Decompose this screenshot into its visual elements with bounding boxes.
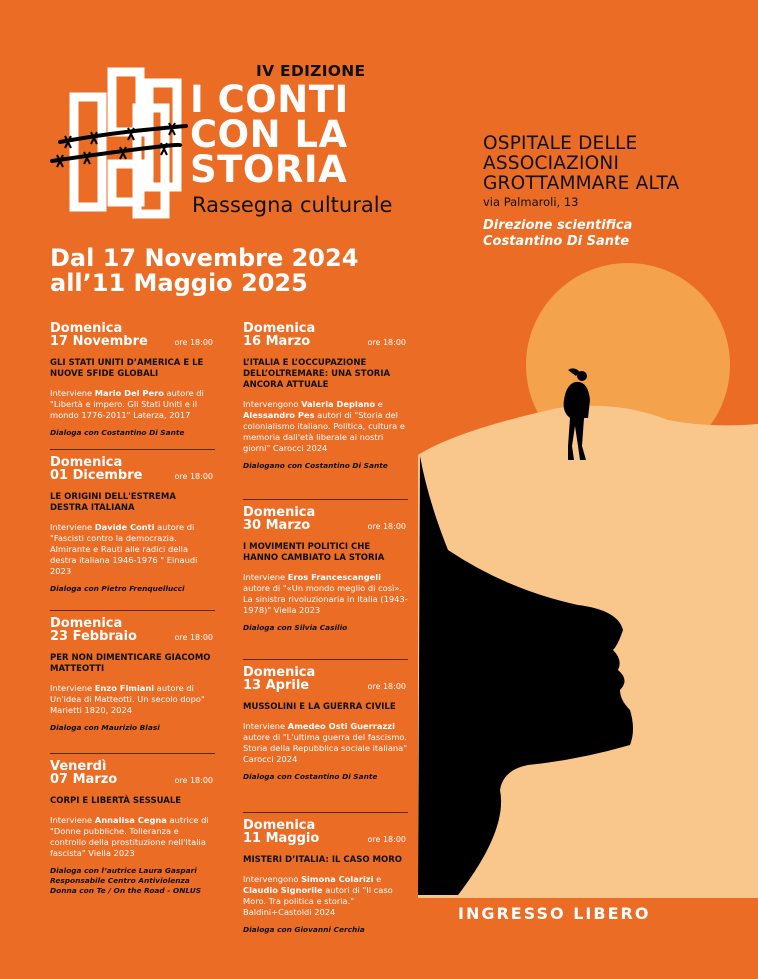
desc-text: autore di "L'ultima guerra del fascismo. Storia della Repubblica sociale italiana" Carocci 2024 [243, 732, 408, 764]
event-moderator: Dialoga con Pietro Frenquellucci [50, 584, 185, 593]
event-date: 23 Febbraio [50, 629, 137, 644]
event-day: Domenica [50, 321, 123, 336]
event-title: LE ORIGINI DELL'ESTREMA DESTRA ITALIANA [50, 492, 176, 513]
event-time: ore 18:00 [367, 522, 406, 531]
event-date: 30 Marzo [243, 518, 311, 533]
desc-text: autrice di "Donne pubbliche. Tolleranza e controllo della prostituzione nell'Italia fascista" Viella 2023 [50, 815, 209, 858]
event-item [243, 659, 408, 812]
speaker-name: Valeria Deplano [301, 399, 376, 409]
event-description [50, 522, 215, 577]
event-moderator: Dialoga con Costantino Di Sante [243, 772, 378, 781]
event-item [243, 499, 408, 659]
event-date: 17 Novembre [50, 334, 148, 349]
event-date: 13 Aprile [243, 678, 310, 693]
event-item [50, 753, 215, 904]
event-day: Venerdì [50, 759, 107, 774]
event-moderator: Dialoga con Silvia Casilio [243, 623, 348, 632]
event-title: MISTERI D’ITALIA: IL CASO MORO [243, 855, 402, 865]
event-time: ore 18:00 [367, 835, 406, 844]
event-item [50, 322, 215, 449]
poster-illustration [418, 250, 758, 900]
subtitle: Rassegna culturale [192, 193, 393, 217]
desc-text: e [375, 399, 383, 409]
title-line: CON LA [190, 113, 348, 156]
desc-text: autore di "Fascisti contro la democrazia. Almirante e Rauti alle radici della destra italiana 1946-1976 " Einaudi 2023 [50, 522, 198, 576]
events-column-left [50, 322, 215, 904]
event-moderator: Dialoga con Costantino Di Sante [50, 428, 185, 437]
speaker-name: Enzo Fimiani [94, 683, 155, 693]
edition-label: IV EDIZIONE [256, 62, 366, 80]
desc-text: Interviene [50, 683, 95, 693]
event-day: Domenica [243, 818, 316, 833]
desc-text: autori di "Il caso Moro. Tra politica e storia." Baldini+Castoldi 2024 [243, 885, 393, 917]
speaker-name: Simona Colarizi [301, 874, 374, 884]
event-date: 01 Dicembre [50, 468, 143, 483]
speaker-name: Davide Conti [94, 522, 155, 532]
event-time: ore 18:00 [367, 338, 406, 347]
event-time: ore 18:00 [174, 776, 213, 785]
event-description [50, 388, 215, 421]
desc-text: autore di "«Un mondo meglio di così». La sinistra rivoluzionaria in Italia (1943-1978)" Viella 2023 [243, 583, 408, 615]
speaker-name: Annalisa Cegna [94, 815, 167, 825]
speaker-name: Claudio Signorile [243, 885, 323, 895]
speaker-name: Eros Francescangeli [287, 572, 381, 582]
event-title: I MOVIMENTI POLITICI CHE HANNO CAMBIATO LA STORIA [243, 542, 385, 563]
event-date: 11 Maggio [243, 831, 320, 846]
events-column-right [243, 322, 408, 943]
desc-text: Intervengono [243, 874, 302, 884]
venue-line: GROTTAMMARE ALTA [483, 173, 680, 194]
venue-line: OSPITALE DELLE [483, 133, 638, 154]
venue-address: via Palmaroli, 13 [483, 195, 579, 209]
desc-text: autori di "Storia del colonialismo italiano. Politica, cultura e memoria dall'età liberale ai nostri giorni" Carocci 2024 [243, 410, 405, 453]
title-line: STORIA [190, 148, 348, 191]
event-description [243, 874, 408, 918]
event-description [243, 399, 408, 454]
desc-text: Interviene [50, 388, 95, 398]
event-item [243, 812, 408, 943]
event-title [190, 78, 349, 191]
event-date: 16 Marzo [243, 334, 311, 349]
desc-text: Interviene [243, 572, 288, 582]
event-title: CORPI E LIBERTÀ SESSUALE [50, 796, 182, 806]
event-day: Domenica [50, 616, 123, 631]
desc-text: Interviene [50, 815, 95, 825]
barbed-wire-logo-icon [44, 64, 194, 224]
direction-name: Costantino Di Sante [483, 234, 630, 249]
desc-text: e [373, 874, 382, 884]
event-day: Domenica [243, 505, 316, 520]
event-item [50, 449, 215, 610]
event-moderator: Dialogano con Costantino Di Sante [243, 461, 388, 470]
event-item [243, 322, 408, 499]
venue-line: ASSOCIAZIONI [483, 153, 620, 174]
event-description [50, 683, 215, 716]
event-day: Domenica [243, 321, 316, 336]
event-title: L’ITALIA E L’OCCUPAZIONE DELL’OLTREMARE: UNA STORIA ANCORA ATTUALE [243, 358, 391, 390]
direction-label: Direzione scientifica [483, 218, 633, 233]
event-time: ore 18:00 [367, 682, 406, 691]
event-description [243, 721, 408, 765]
title-line: I CONTI [190, 78, 349, 121]
event-title: MUSSOLINI E LA GUERRA CIVILE [243, 702, 396, 712]
speaker-name: Alessandro Pes [243, 410, 315, 420]
speaker-name: Amedeo Osti Guerrazzi [287, 721, 395, 731]
scientific-direction [483, 218, 632, 250]
venue-block [483, 134, 679, 209]
event-date: 07 Marzo [50, 772, 118, 787]
event-moderator: Dialoga con Maurizio Blasi [50, 723, 160, 732]
desc-text: autore di "Libertà e impero. Gli Stati Uniti e il mondo 1776-2011" Laterza, 2017 [50, 388, 204, 420]
event-time: ore 18:00 [174, 338, 213, 347]
event-title: GLI STATI UNITI D’AMERICA E LE NUOVE SFIDE GLOBALI [50, 358, 204, 379]
free-entry-label: INGRESSO LIBERO [458, 904, 651, 923]
event-time: ore 18:00 [174, 633, 213, 642]
event-moderator: Dialoga con Giovanni Cerchia [243, 925, 365, 934]
event-moderator: Dialoga con l’autrice Laura Gaspari Responsabile Centro Antiviolenza Donna con Te / On the Road - ONLUS [50, 866, 202, 895]
date-range-end: all’11 Maggio 2025 [50, 269, 308, 297]
desc-text: Intervengono [243, 399, 302, 409]
desc-text: Interviene [50, 522, 95, 532]
desc-text: Interviene [243, 721, 288, 731]
event-day: Domenica [50, 455, 123, 470]
event-description [243, 572, 408, 616]
event-title: PER NON DIMENTICARE GIACOMO MATTEOTTI [50, 653, 211, 674]
date-range [50, 246, 358, 296]
desc-text: autore di Un'idea di Matteotti. Un secolo dopo" Marietti 1820, 2024 [50, 683, 205, 715]
speaker-name: Mario Del Pero [94, 388, 164, 398]
event-description [50, 815, 215, 859]
date-range-start: Dal 17 Novembre 2024 [50, 244, 359, 272]
event-day: Domenica [243, 665, 316, 680]
event-item [50, 610, 215, 753]
event-time: ore 18:00 [174, 472, 213, 481]
